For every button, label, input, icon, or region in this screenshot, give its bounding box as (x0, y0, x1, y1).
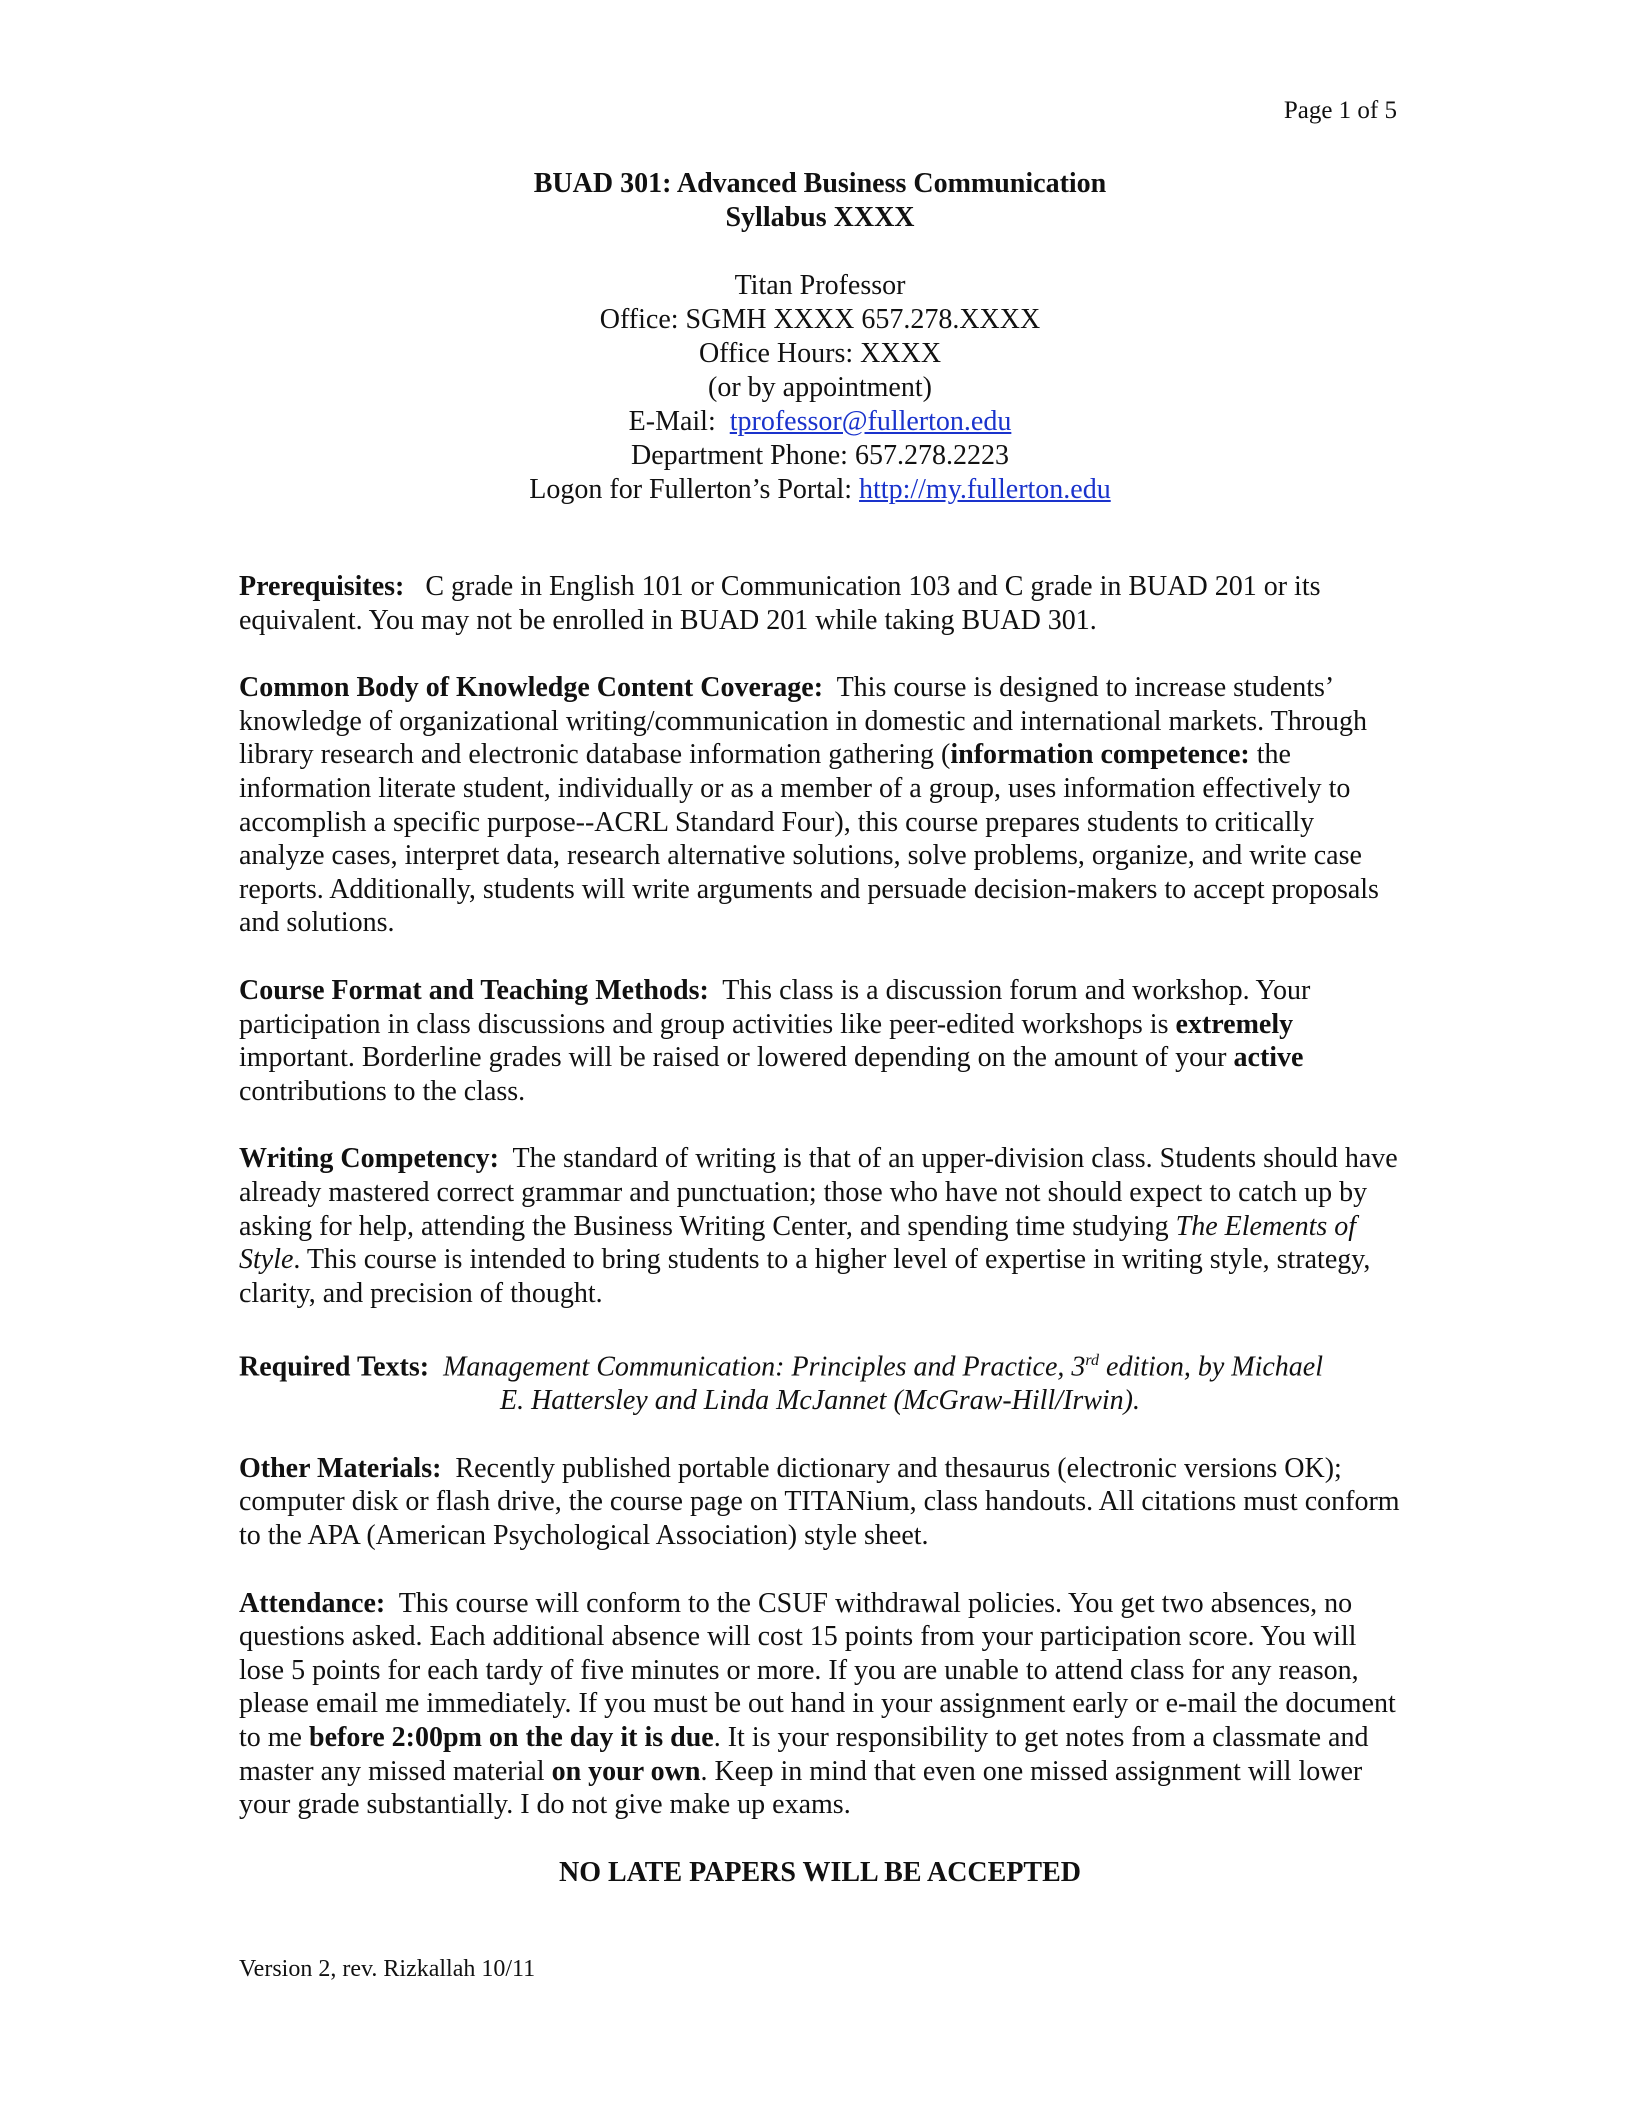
attendance-section (239, 1587, 1401, 1822)
writing-text-2: . This course is intended to bring students to a higher level of expertise in writing style, strategy, clarity, and precision of thought. (239, 1244, 1371, 1309)
format-text-1: This class is a discussion forum and workshop. Your participation in class discussions and group activities like peer-edited workshops is (239, 974, 1311, 1040)
no-late-papers-notice: NO LATE PAPERS WILL BE ACCEPTED (558, 1856, 1081, 1888)
syllabus-body (239, 570, 1401, 1889)
writing-label: Writing Competency: (239, 1143, 499, 1175)
materials-label: Other Materials: (239, 1452, 442, 1484)
writing-text-1: The standard of writing is that of an upper-division class. Students should have already mastered correct grammar and punctuation; those who have not should expect to catch up by asking for help, attending the Business Writing Center, and spending time studying (239, 1143, 1398, 1242)
texts-label: Required Texts: (239, 1351, 430, 1383)
attendance-bold-2: on your own (551, 1755, 701, 1787)
email-line (0, 405, 1640, 439)
materials-text: Recently published portable dictionary and thesaurus (electronic versions OK); computer disk or flash drive, the course page on TITANium, class handouts. All citations must conform to the APA (American Psychological Association) style sheet. (239, 1452, 1400, 1551)
syllabus-title: Syllabus XXXX (725, 202, 915, 233)
cbk-section (239, 671, 1401, 940)
format-bold-2: active (1233, 1042, 1304, 1074)
cbk-bold: information competence: (950, 739, 1250, 771)
format-section (239, 974, 1401, 1108)
portal-line (0, 473, 1640, 507)
department-phone: Department Phone: 657.278.2223 (631, 440, 1009, 471)
writing-italic: The Elements of Style (239, 1210, 1357, 1276)
texts-sup: rd (1085, 1352, 1100, 1370)
texts-line-2: E. Hattersley and Linda McJannet (McGraw-Hill/Irwin). (499, 1385, 1140, 1417)
cbk-label: Common Body of Knowledge Content Coverage: (239, 672, 824, 704)
attendance-label: Attendance: (239, 1587, 386, 1619)
portal-link[interactable]: http://my.fullerton.edu (859, 474, 1111, 505)
attendance-text-3: . Keep in mind that even one missed assignment will lower your grade substantially. I do not give make up exams. (239, 1755, 1363, 1821)
format-label: Course Format and Teaching Methods: (239, 974, 709, 1006)
texts-section (239, 1344, 1401, 1418)
email-label: E-Mail: (628, 406, 716, 437)
portal-label: Logon for Fullerton’s Portal: (529, 474, 853, 505)
contact-block (0, 269, 1640, 507)
course-title: BUAD 301: Advanced Business Communication (533, 168, 1107, 199)
cbk-text-2: the information literate student, individually or as a member of a group, uses information effectively to accomplish a specific purpose--ACRL Standard Four), this course prepares students to critically analyze cases, interpret data, research alternative solutions, solve problems, organize, and write case reports. Additionally, students will write arguments and persuade decision-makers to accept proposals and solutions. (239, 739, 1379, 939)
format-text-2: important. Borderline grades will be raised or lowered depending on the amount of your (239, 1042, 1234, 1074)
attendance-text-1: This course will conform to the CSUF withdrawal policies. You get two absences, no questions asked. Each additional absence will cost 15 points from your participation score. You will lose 5 points for each tardy of five minutes or more. If you are unable to attend class for any reason, please email me immediately. If you must be out hand in your assignment early or e-mail the document to me (239, 1587, 1396, 1753)
texts-line-1a: Management Communication: Principles and Practice, 3 (443, 1351, 1086, 1383)
instructor-name: Titan Professor (734, 270, 906, 301)
format-text-3: contributions to the class. (239, 1075, 526, 1107)
appointment-note: (or by appointment) (708, 372, 932, 403)
materials-section (239, 1452, 1401, 1553)
attendance-bold-1: before 2:00pm on the day it is due (309, 1721, 714, 1753)
writing-section (239, 1142, 1401, 1310)
syllabus-header (0, 167, 1640, 507)
page-number: Page 1 of 5 (1283, 97, 1397, 124)
format-bold-1: extremely (1175, 1008, 1294, 1040)
texts-line-1b: edition, by Michael (1099, 1351, 1323, 1383)
office-info: Office: SGMH XXXX 657.278.XXXX (599, 304, 1041, 335)
version-footer: Version 2, rev. Rizkallah 10/11 (239, 1956, 536, 1982)
attendance-text-2: . It is your responsibility to get notes from a classmate and master any missed material (239, 1721, 1369, 1787)
prerequisites-label: Prerequisites: (239, 571, 405, 602)
email-link[interactable]: tprofessor@fullerton.edu (729, 406, 1012, 437)
cbk-text-1: This course is designed to increase students’ knowledge of organizational writing/communication in domestic and international markets. Through library research and electronic database information gathering ( (239, 672, 1368, 771)
prerequisites-text: C grade in English 101 or Communication 103 and C grade in BUAD 201 or its equivalent. You may not be enrolled in BUAD 201 while taking BUAD 301. (239, 571, 1321, 636)
office-hours: Office Hours: XXXX (698, 338, 942, 369)
prerequisites-section (239, 570, 1401, 637)
